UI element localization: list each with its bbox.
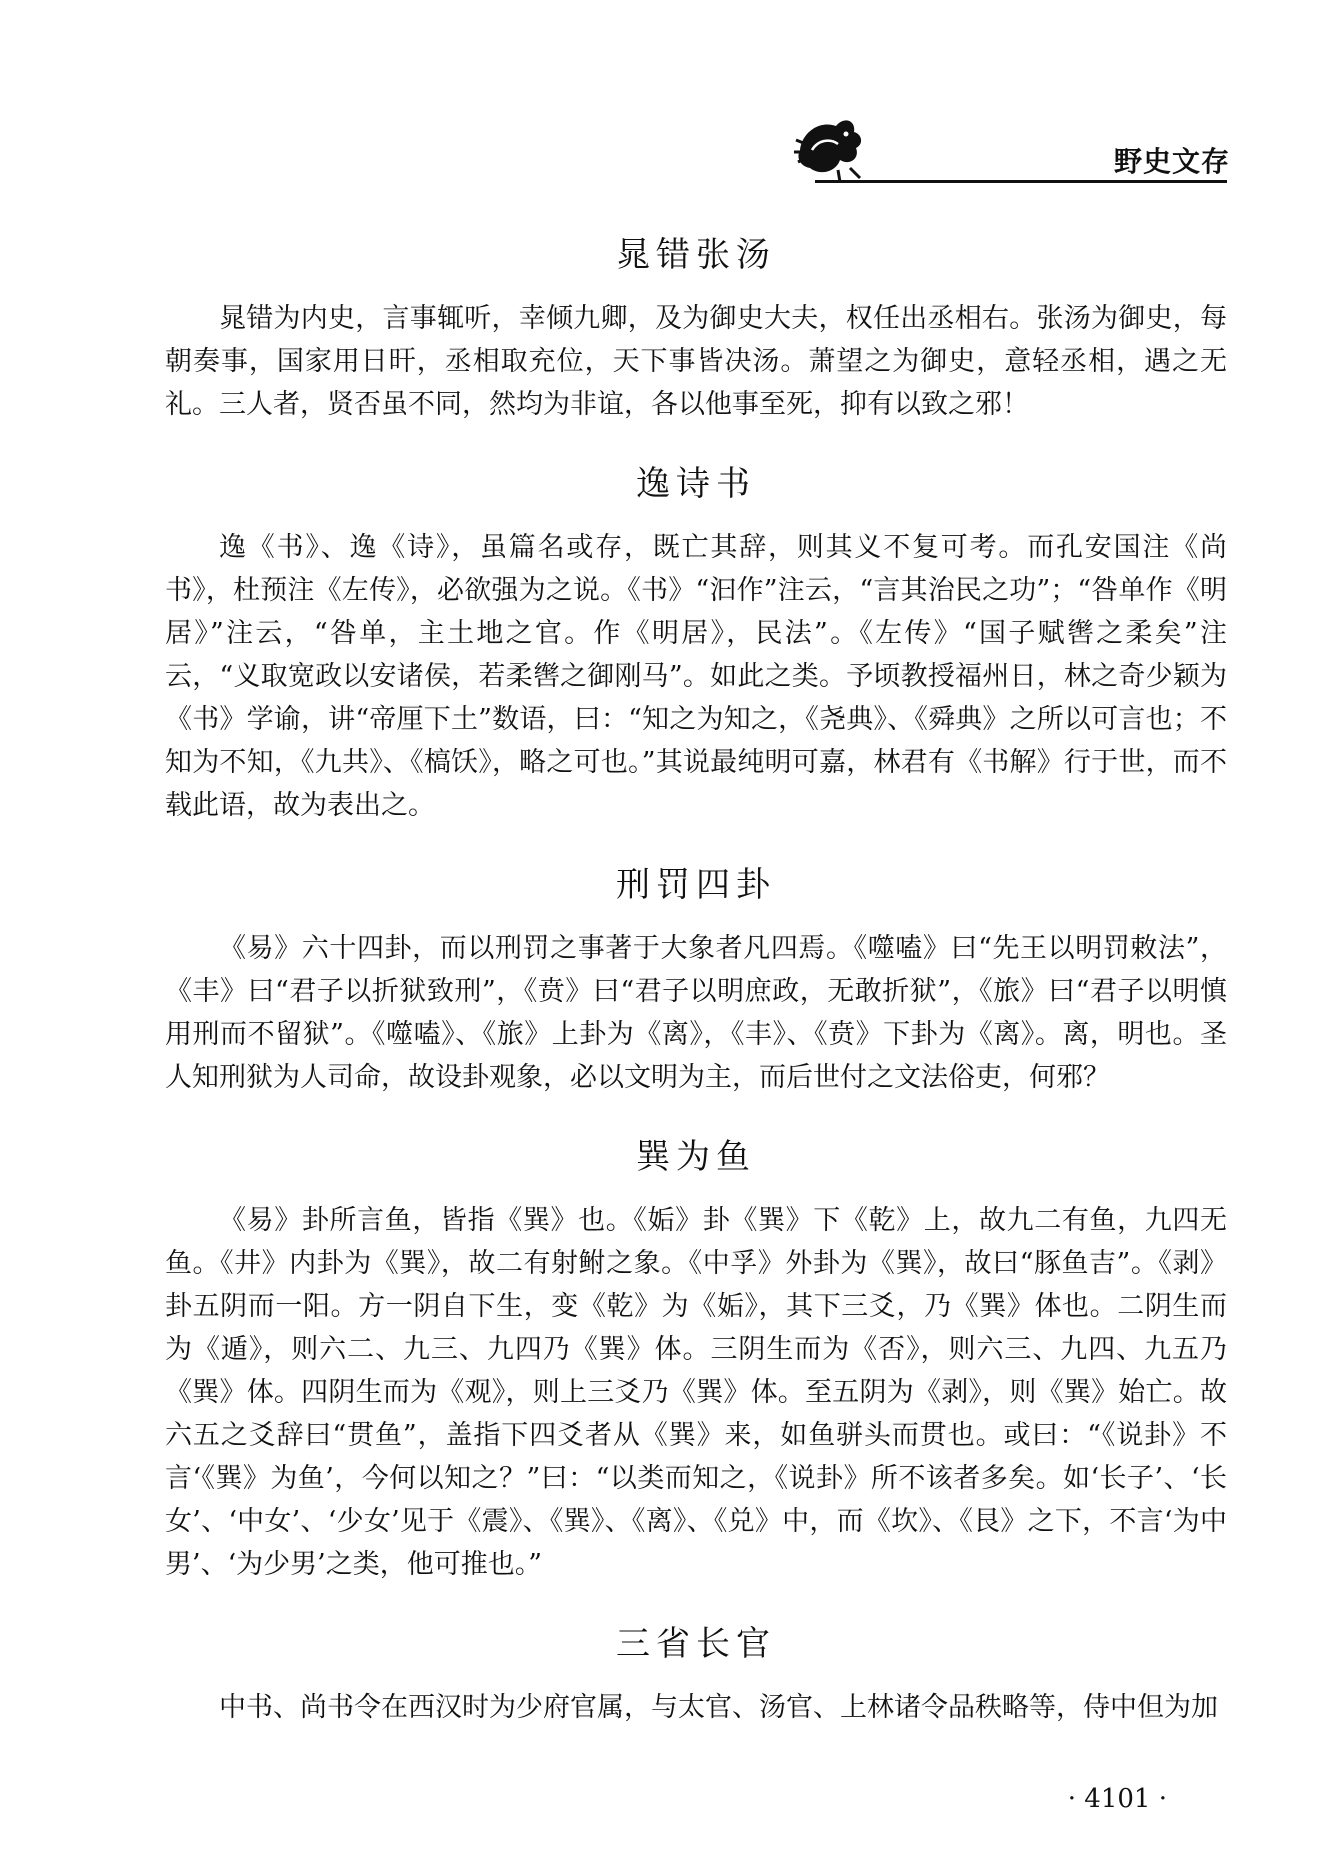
section-body: 逸《书》、逸《诗》，虽篇名或存，既亡其辞，则其义不复可考。而孔安国注《尚书》，杜预注《左传》，必欲强为之说。《书》“汩作”注云，“言其治民之功”；“咎单作《明居》”注云，“咎单，主土地之官。作《明居》，民法”。《左传》“国子赋辔之柔矣”注云，“义取宽政以安诸侯，若柔辔之御刚马”。如此之类。予顷教授福州日，林之奇少颖为《书》学谕，讲“帝厘下土”数语，曰：“知之为知之，《尧典》、《舜典》之所以可言也；不知为不知，《九共》、《槁饫》，略之可也。”其说最纯明可嘉，林君有《书解》行于世，而不载此语，故为表出之。: [165, 532, 1227, 821]
section: [165, 855, 1227, 1099]
page-header: [0, 0, 1322, 200]
section-body: 中书、尚书令在西汉时为少府官属，与太官、汤官、上林诸令品秩略等，侍中但为加: [219, 1692, 1218, 1723]
section-body: 《易》卦所言鱼，皆指《巽》也。《姤》卦《巽》下《乾》上，故九二有鱼，九四无鱼。《井》内卦为《巽》，故二有射鲋之象。《中孚》外卦为《巽》，故曰“豚鱼吉”。《剥》卦五阴而一阳。方一阴自下生，变《乾》为《姤》，其下三爻，乃《巽》体也。二阴生而为《遁》，则六二、九三、九四乃《巽》体。三阴生而为《否》，则六三、九四、九五乃《巽》体。四阴生而为《观》，则上三爻乃《巽》体。至五阴为《剥》，则《巽》始亡。故六五之爻辞曰“贯鱼”，盖指下四爻者从《巽》来，如鱼骈头而贯也。或曰：“《说卦》不言‘《巽》为鱼’，今何以知之？”曰：“以类而知之，《说卦》所不该者多矣。如‘长子’、‘长女’、‘中女’、‘少女’见于《震》、《巽》、《离》、《兑》中，而《坎》、《艮》之下，不言‘为中男’、‘为少男’之类，他可推也。”: [165, 1205, 1227, 1580]
section-title: 巽为鱼: [636, 1137, 756, 1177]
section: [165, 225, 1227, 426]
section-body: 晁错为内史，言事辄听，幸倾九卿，及为御史大夫，权任出丞相右。张汤为御史，每朝奏事，国家用日旰，丞相取充位，天下事皆决汤。萧望之为御史，意轻丞相，遇之无礼。三人者，贤否虽不同，然均为非谊，各以他事至死，抑有以致之邪！: [165, 303, 1227, 420]
section-title: 刑罚四卦: [616, 865, 776, 905]
section: [165, 1127, 1227, 1586]
section-title: 逸诗书: [636, 464, 756, 504]
header-rule: [815, 180, 1227, 183]
series-title: 野史文存: [1113, 145, 1230, 178]
dragon-icon: [790, 110, 870, 185]
section: [165, 454, 1227, 827]
page-number: · 4101 ·: [1067, 1784, 1167, 1814]
section-body: 《易》六十四卦，而以刑罚之事著于大象者凡四焉。《噬嗑》曰“先王以明罚敕法”，《丰》曰“君子以折狱致刑”，《贲》曰“君子以明庶政，无敢折狱”，《旅》曰“君子以明慎用刑而不留狱”。《噬嗑》、《旅》上卦为《离》，《丰》、《贲》下卦为《离》。离，明也。圣人知刑狱为人司命，故设卦观象，必以文明为主，而后世付之文法俗吏，何邪？: [165, 933, 1227, 1093]
section-title: 晁错张汤: [616, 235, 776, 275]
page-content: [165, 225, 1227, 1729]
section-title: 三省长官: [616, 1624, 776, 1664]
section: [165, 1614, 1227, 1729]
